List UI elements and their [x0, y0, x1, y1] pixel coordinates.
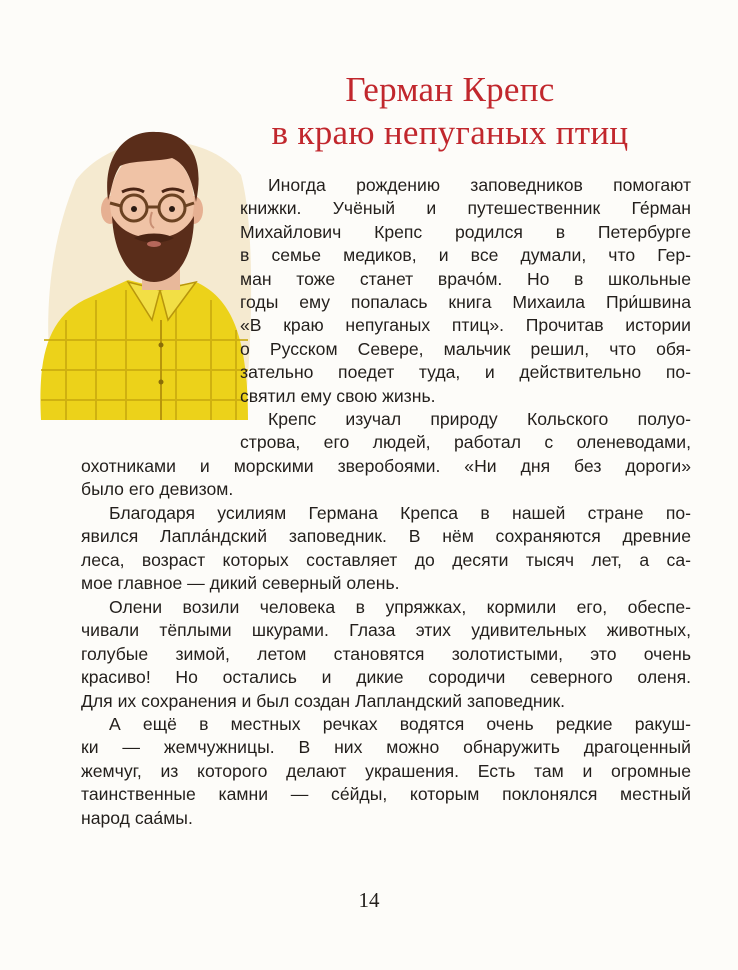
title-line-1: Герман Крепс	[345, 70, 555, 109]
text-line: годы ему попалась книга Михаила При́швина	[240, 292, 691, 313]
text-line: леса, возраст которых составляет до десяти тысяч лет, а са-	[81, 549, 691, 570]
page-number: 14	[358, 888, 380, 912]
paragraph-3	[81, 502, 691, 596]
text-line: Крепс изучал природу Кольского полуо-	[268, 409, 691, 429]
text-line: таинственные камни — се́йды, которым поклонялся местный	[81, 784, 691, 805]
text-line: было его девизом.	[81, 479, 234, 500]
text-line: в семье медиков, и все думали, что Гер-	[240, 245, 691, 266]
text-line: ки — жемчужницы. В них можно обнаружить драгоценный	[81, 737, 691, 758]
text-line: чивали тёплыми шкурами. Глаза этих удивительных животных,	[81, 620, 691, 641]
text-line: мое главное — дикий северный олень.	[81, 573, 400, 594]
text-line: о Русском Севере, мальчик решил, что обя-	[240, 338, 691, 359]
text-line: ман тоже станет врачо́м. Но в школьные	[240, 268, 691, 289]
paragraph-1	[240, 174, 691, 408]
portrait-illustration	[36, 120, 252, 425]
text-line: жемчуг, из которого делают украшения. Есть там и огромные	[81, 760, 691, 781]
text-line: А ещё в местных речках водятся очень редкие ракуш-	[109, 714, 691, 734]
title-line-2: в краю непуганых птиц	[271, 113, 629, 152]
text-line: народ саа́мы.	[81, 807, 193, 828]
chapter-title	[250, 68, 650, 154]
text-line: зательно поедет туда, и действительно по-	[240, 362, 691, 383]
text-line: охотниками и морскими зверобоями. «Ни дня без дороги»	[81, 455, 691, 476]
text-line: строва, его людей, работал с оленеводами,	[240, 432, 691, 453]
text-line: «В краю непуганых птиц». Прочитав истории	[240, 315, 691, 336]
text-line: Михайлович Крепс родился в Петербурге	[240, 221, 691, 242]
text-line: красиво! Но остались и дикие сородичи северного оленя.	[81, 667, 691, 688]
paragraph-4	[81, 596, 691, 713]
text-line: явился Лапла́ндский заповедник. В нём сохраняются древние	[81, 526, 691, 547]
paragraph-2	[81, 408, 691, 502]
text-line: голубые зимой, летом становятся золотистыми, это очень	[81, 643, 691, 664]
text-line: Для их сохранения и был создан Лапландский заповедник.	[81, 690, 566, 711]
paragraph-5	[81, 713, 691, 830]
text-line: Иногда рождению заповедников помогают	[268, 175, 691, 195]
text-line: Олени возили человека в упряжках, кормили его, обеспе-	[109, 597, 691, 617]
text-line: книжки. Учёный и путешественник Ге́рман	[240, 198, 691, 219]
text-line: святил ему свою жизнь.	[240, 385, 436, 406]
text-line: Благодаря усилиям Германа Крепса в нашей стране по-	[109, 503, 691, 523]
